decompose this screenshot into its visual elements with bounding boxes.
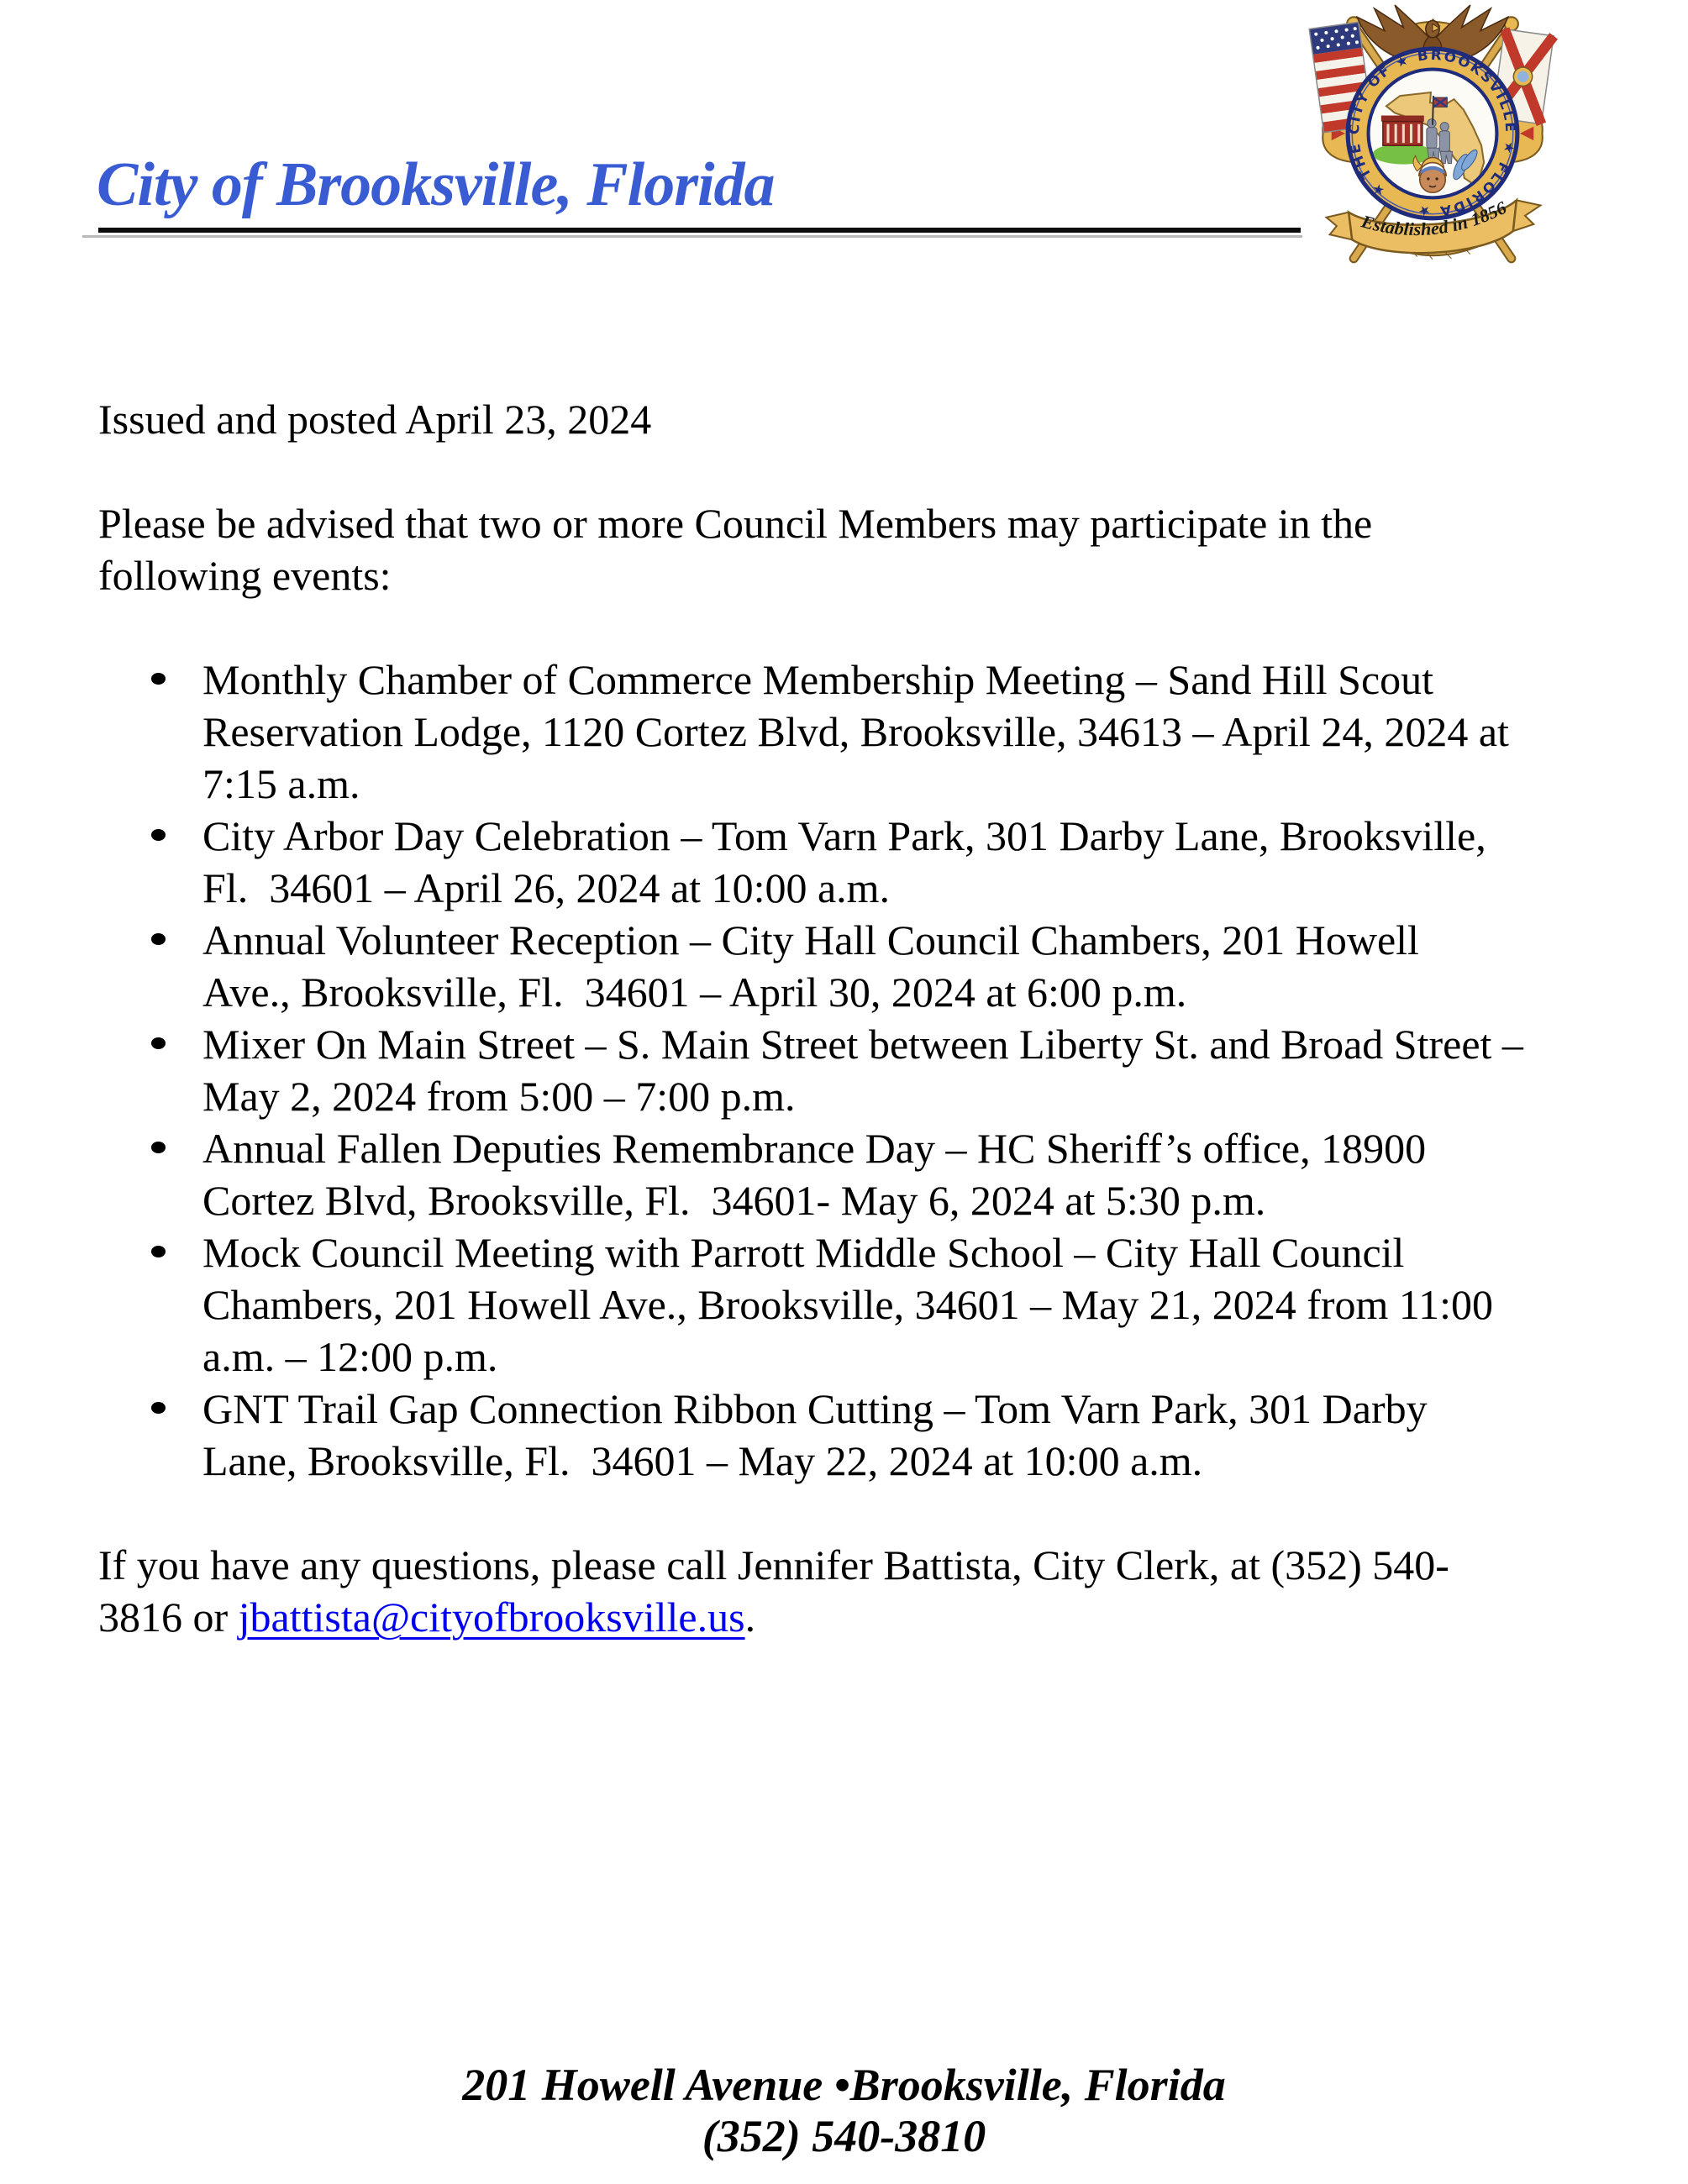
event-line: Monthly Chamber of Commerce Membership Meeting – Sand Hill Scout [202, 656, 1434, 703]
event-line: 7:15 a.m. [202, 760, 360, 807]
city-seal [1304, 3, 1561, 270]
bullet-icon [151, 1037, 166, 1049]
page-title: City of Brooksville, Florida [97, 150, 775, 219]
footer-address: 201 Howell Avenue •Brooksville, Florida [462, 2060, 1226, 2110]
issued-paragraph [98, 393, 1619, 445]
event-line: Chambers, 201 Howell Ave., Brooksville, 34601 – May 21, 2024 from 11:00 [202, 1281, 1493, 1328]
bullet-icon [151, 1402, 166, 1414]
list-item [98, 1018, 1619, 1122]
email-link[interactable]: jbattista@cityofbrooksville.us [238, 1593, 745, 1641]
list-item [98, 654, 1619, 810]
closing-line-suffix: . [744, 1593, 756, 1641]
event-line: Lane, Brooksville, Fl. 34601 – May 22, 2024 at 10:00 a.m. [202, 1437, 1203, 1484]
bullet-icon [151, 933, 166, 945]
event-line: Annual Fallen Deputies Remembrance Day – HC Sheriff’s office, 18900 [202, 1125, 1427, 1172]
bullet-icon [151, 1246, 166, 1257]
list-item [98, 1226, 1619, 1383]
event-line: Fl. 34601 – April 26, 2024 at 10:00 a.m. [202, 864, 891, 911]
courthouse-building [1381, 116, 1424, 146]
bullet-icon [151, 1142, 166, 1153]
event-line: Reservation Lodge, 1120 Cortez Blvd, Brooksville, 34613 – April 24, 2024 at [202, 708, 1509, 755]
closing-line [98, 1591, 1619, 1643]
event-line: Annual Volunteer Reception – City Hall Council Chambers, 201 Howell [202, 916, 1419, 963]
event-line: Mock Council Meeting with Parrott Middle School – City Hall Council [202, 1229, 1405, 1276]
event-line: GNT Trail Gap Connection Ribbon Cutting – Tom Varn Park, 301 Darby [202, 1385, 1428, 1432]
city-seal-graphic [1304, 3, 1561, 270]
bullet-icon [151, 673, 166, 685]
issued-line: Issued and posted April 23, 2024 [98, 396, 652, 443]
list-item [98, 914, 1619, 1018]
seal-ring-text: ★ THE CITY OF ★ BROOKSVILLE ★ FLORIDA ★ [1345, 46, 1519, 220]
advisory-line: following events: [98, 552, 392, 599]
closing-paragraph [98, 1539, 1619, 1643]
seal-banner-text: Established in 1856 [1359, 197, 1510, 240]
events-list [98, 654, 1619, 1487]
bullet-icon [151, 829, 166, 841]
list-item [98, 810, 1619, 914]
list-item [98, 1383, 1619, 1487]
list-item [98, 1122, 1619, 1226]
event-line: Ave., Brooksville, Fl. 34601 – April 30, 2024 at 6:00 p.m. [202, 969, 1187, 1016]
event-line: May 2, 2024 from 5:00 – 7:00 p.m. [202, 1073, 796, 1120]
event-line: a.m. – 12:00 p.m. [202, 1333, 498, 1380]
page-footer [0, 2060, 1688, 2162]
closing-line: If you have any questions, please call Jennifer Battista, City Clerk, at (352) 540- [98, 1541, 1449, 1588]
title-rule [98, 228, 1301, 233]
event-line: City Arbor Day Celebration – Tom Varn Park, 301 Darby Lane, Brooksville, [202, 812, 1486, 859]
document-body [98, 393, 1619, 1643]
title-rule-shadow [82, 235, 1302, 238]
event-line: Mixer On Main Street – S. Main Street between Liberty St. and Broad Street – [202, 1021, 1523, 1068]
closing-line-prefix: 3816 or [98, 1593, 239, 1641]
footer-phone: (352) 540-3810 [702, 2111, 986, 2161]
advisory-line: Please be advised that two or more Council Members may participate in the [98, 500, 1373, 547]
event-line: Cortez Blvd, Brooksville, Fl. 34601- May 6, 2024 at 5:30 p.m. [202, 1177, 1266, 1224]
advisory-paragraph [98, 497, 1619, 601]
